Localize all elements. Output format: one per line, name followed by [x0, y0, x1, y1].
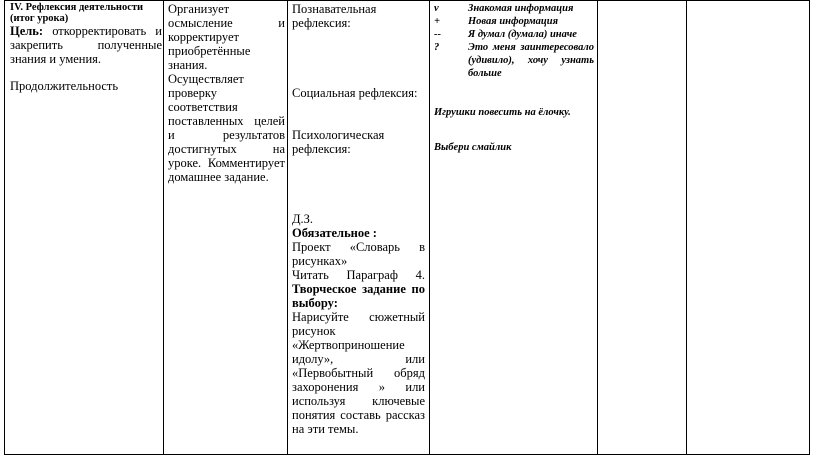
goal-text: откорректировать и закрепить полученные знания и умения. [10, 24, 162, 66]
mandatory-label: Обязательное : [292, 226, 377, 240]
legend-symbol: -- [434, 29, 441, 40]
stage-goal [10, 24, 162, 66]
goal-label: Цель: [10, 24, 44, 38]
toys-instruction: Игрушки повесить на ёлочку. [434, 107, 571, 118]
stage-cell [10, 0, 162, 93]
empty-cell [687, 0, 809, 454]
legend-symbol: v [434, 3, 439, 14]
legend-text: Это меня заинтересовало (удивило), хочу узнать больше [468, 42, 594, 79]
creative-label: Творческое задание по выбору: [292, 282, 425, 310]
legend-item [434, 41, 594, 80]
mandatory-read: Читать Параграф 4. [292, 268, 425, 282]
legend-item [434, 15, 594, 28]
table-bottom-border [4, 454, 810, 455]
duration-label: Продолжительность [10, 79, 119, 93]
column-divider [163, 0, 164, 455]
column-divider [429, 0, 430, 455]
student-activity-cell [292, 0, 425, 436]
column-divider [287, 0, 288, 455]
legend-text: Знакомая информация [468, 3, 574, 14]
reflection-cell [434, 0, 594, 154]
homework-label: Д.З. [292, 212, 314, 226]
legend-symbol: ? [434, 42, 440, 53]
legend-symbol: + [434, 16, 440, 27]
cognitive-reflection: Познавательная рефлексия: [292, 2, 377, 30]
psych-reflection: Психологическая рефлексия: [292, 128, 385, 156]
legend-text: Я думал (думала) иначе [468, 29, 577, 40]
legend-item [434, 2, 594, 15]
column-divider [809, 0, 810, 455]
teacher-activity-text: Организует осмысление и корректирует приобретённые знания. Осуществляет проверку соответствия поставленных целей и результатов достигнутых на уроке. Комментирует домашнее задание. [168, 2, 285, 184]
social-reflection: Социальная рефлексия: [292, 86, 418, 100]
empty-cell [598, 0, 686, 454]
teacher-activity-cell [168, 0, 285, 184]
legend-text: Новая информация [468, 16, 559, 27]
creative-task: Нарисуйте сюжетный рисунок «Жертвоприношение идолу», или «Первобытный обряд захоронения » или используя ключевые понятия составь рассказ на эти темы. [292, 310, 425, 436]
stage-title: IV. Рефлексия деятельности (итог урока) [10, 2, 144, 24]
mandatory-project: Проект «Словарь в рисунках» [292, 240, 425, 268]
legend-item [434, 28, 594, 41]
smiley-instruction: Выбери смайлик [434, 142, 512, 153]
column-divider [4, 0, 5, 455]
